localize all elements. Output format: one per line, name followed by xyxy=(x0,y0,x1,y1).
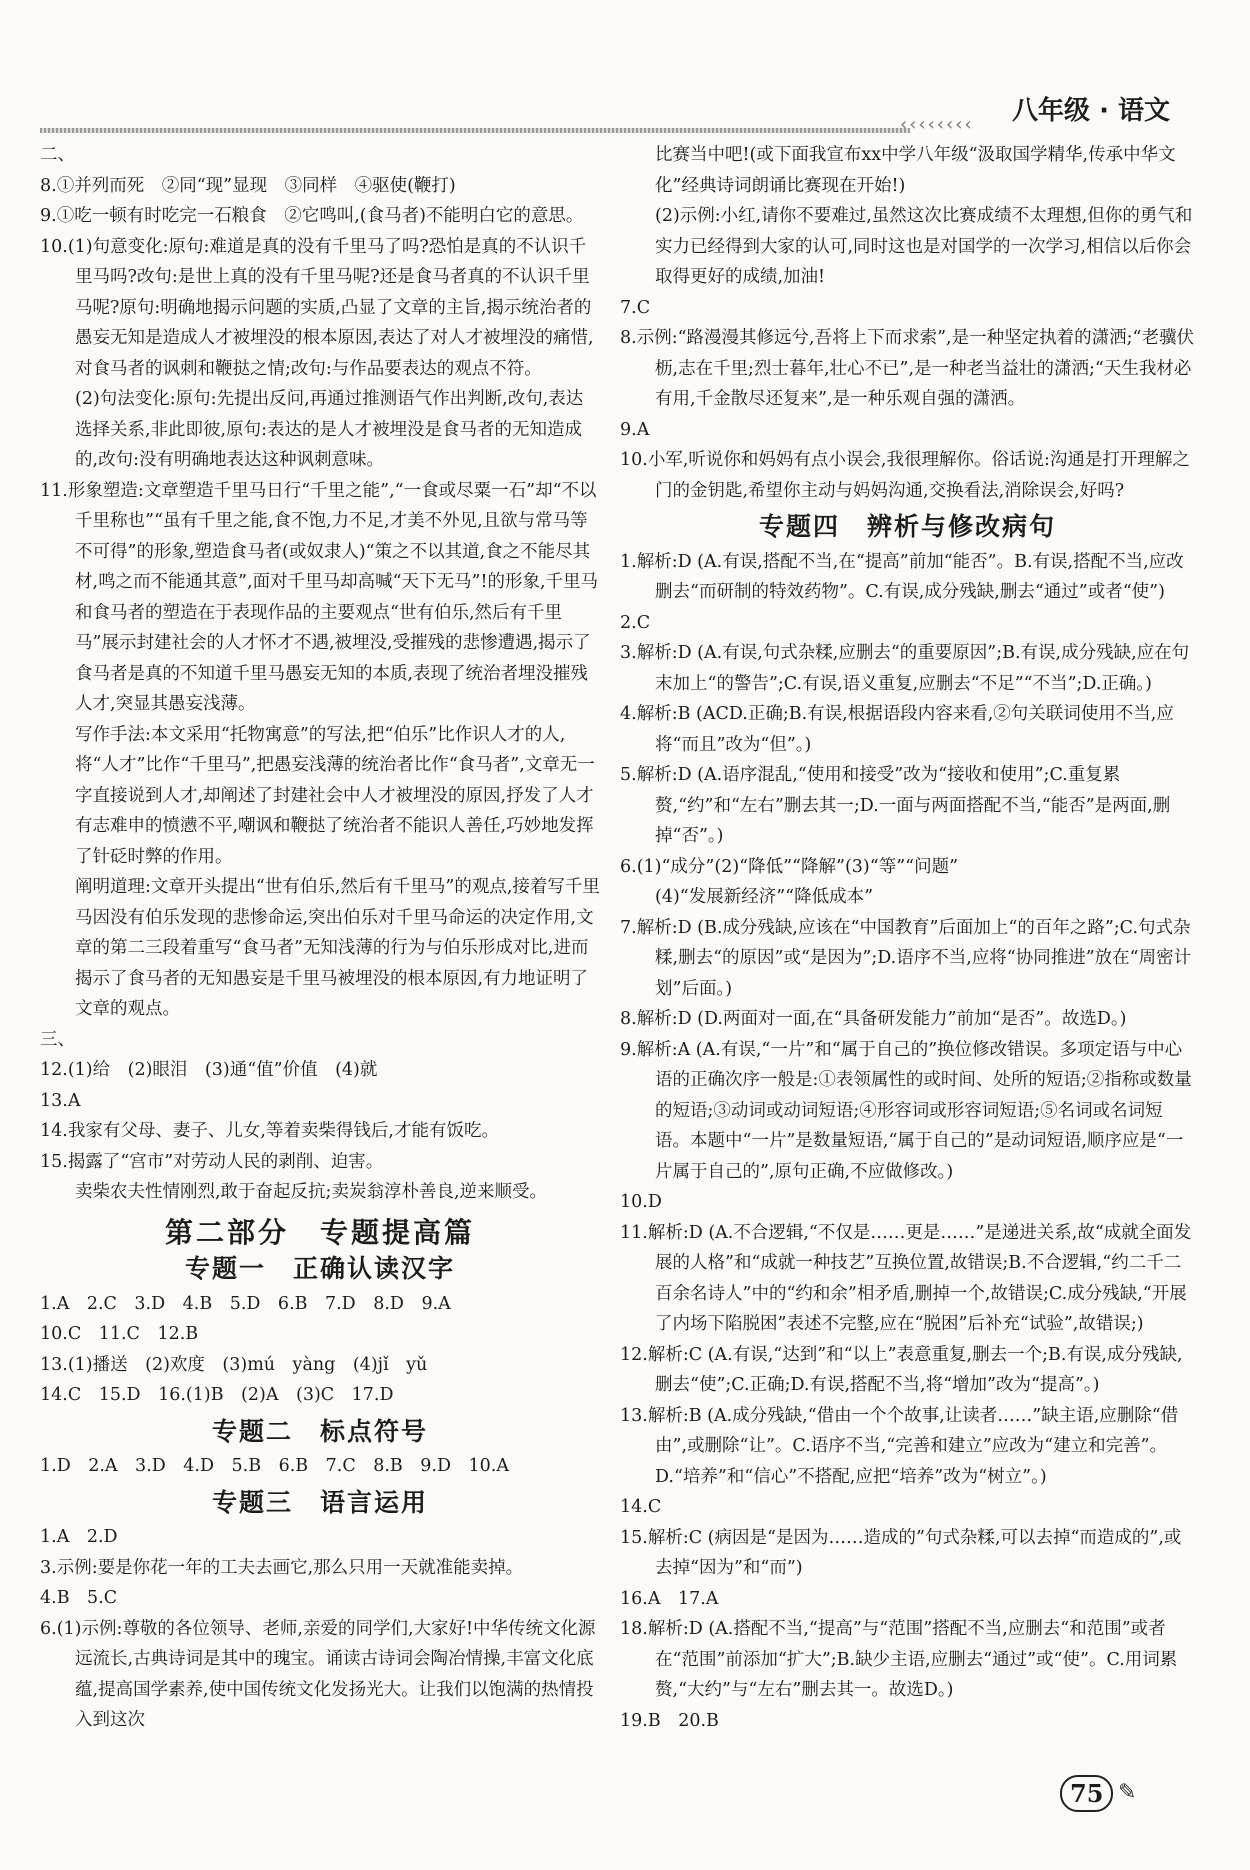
topic4-line: (4)“发展新经济”“降低成本” xyxy=(655,887,874,907)
answer-line: 比赛当中吧!(或下面我宣布xx中学八年级“汲取国学精华,传承中华文化”经典诗词朗诵比赛现在开始!) xyxy=(655,145,1176,196)
answer-line: 7.C xyxy=(620,297,651,318)
topic2-answers xyxy=(40,1451,600,1482)
page-header xyxy=(40,84,1210,134)
answer-line: 卖柴农夫性情刚烈,敢于奋起反抗;卖炭翁淳朴善良,逆来顺受。 xyxy=(75,1182,548,1202)
header-rule xyxy=(40,128,910,133)
topic3-title: 专题三 语言运用 xyxy=(211,1487,428,1517)
answer-line: 9.①吃一顿有时吃完一石粮食 ②它鸣叫,(食马者)不能明白它的意思。 xyxy=(40,206,584,226)
answer-line: 二、 xyxy=(40,145,75,165)
topic4-line: 11.解析:D (A.不合逻辑,“不仅是……更是……”是递进关系,故“成就全面发展的人格”和“成就一种技艺”互换位置,故错误;B.不合逻辑,“约二千二百余名诗人”中的“约和余”相矛盾,删掉一个,故错误;C.成分残缺,“开展了内场下陷脱困”表述不完整,应在“脱困”后补充“试验”,故错误;) xyxy=(620,1222,1192,1334)
answer-line: 9.A xyxy=(620,419,650,440)
topic4-line: 2.C xyxy=(620,612,651,633)
topic3-line: 3.示例:要是你花一年的工夫去画它,那么只用一天就准能卖掉。 xyxy=(40,1557,524,1578)
topic4-line: 12.解析:C (A.有误,“达到”和“以上”表意重复,删去一个;B.有误,成分残缺,删去“使”;C.正确;D.有误,搭配不当,将“增加”改为“提高”。) xyxy=(620,1344,1183,1395)
topic4-line: 18.解析:D (A.搭配不当,“提高”与“范围”搭配不当,应删去“和范围”或者在“范围”前添加“扩大”;B.缺少主语,应删去“通过”或“使”。C.用词累赘,“大约”与“左右”删去其一。故选D。) xyxy=(620,1619,1178,1700)
answer-line: (2)句法变化:原句:先提出反问,再通过推测语气作出判断,改句,表达选择关系,非此即彼,原句:表达的是人才被埋没是食马者的无知造成的,改句:没有明确地表达这种讽刺意味。 xyxy=(75,389,584,470)
answer-line: 8.①并列而死 ②同“现”显现 ③同样 ④驱使(鞭打) xyxy=(40,175,456,196)
right-answers xyxy=(620,140,1195,506)
page-number: 75 xyxy=(1060,1775,1113,1812)
topic4-line: 19.B 20.B xyxy=(620,1710,719,1731)
topic4-line: 7.解析:D (B.成分残缺,应该在“中国教育”后面加上“的百年之路”;C.句式杂糅,删去“的原因”或“是因为”;D.语序不当,应将“协同推进”放在“周密计划”后面。) xyxy=(620,917,1192,999)
grade-subject: 八年级 · 语文 xyxy=(1012,96,1170,126)
answer-line: 8.示例:“路漫漫其修远兮,吾将上下而求索”,是一种坚定执着的潇洒;“老骥伏枥,志在千里;烈士暮年,壮心不已”,是一种老当益壮的潇洒;“天生我材必有用,千金散尽还复来”,是一种乐观自强的潇洒。 xyxy=(620,328,1194,409)
answer-line: 14.我家有父母、妻子、儿女,等着卖柴得钱后,才能有饭吃。 xyxy=(40,1121,499,1141)
answer-line: 写作手法:本文采用“托物寓意”的写法,把“伯乐”比作识人才的人,将“人才”比作“千里马”,把愚妄浅薄的统治者比作“食马者”,文章无一字直接说到人才,却阐述了封建社会中人才被埋没的原因,抒发了人才有志难申的愤懑不平,嘲讽和鞭挞了统治者不能识人善任,巧妙地发挥了针砭时弊的作用。 xyxy=(75,724,595,867)
chevron-decoration-icon: ‹‹‹‹‹‹‹‹ xyxy=(900,114,974,135)
topic4-line: 14.C xyxy=(620,1497,662,1517)
topic4-line: 5.解析:D (A.语序混乱,“使用和接受”改为“接收和使用”;C.重复累赘,“约”和“左右”删去其一;D.一面与两面搭配不当,“能否”是两面,删掉“否”。) xyxy=(620,765,1171,846)
topic4-line: 4.解析:B (ACD.正确;B.有误,根据语段内容来看,②句关联词使用不当,应将“而且”改为“但”。) xyxy=(620,704,1174,755)
topic1-line: 13.(1)播送 (2)欢度 (3)mú yàng (4)jǐ yǔ xyxy=(40,1354,428,1375)
runner-icon: ✎ xyxy=(1118,1780,1137,1805)
answer-line: 阐明道理:文章开头提出“世有伯乐,然后有千里马”的观点,接着写千里马因没有伯乐发现的悲惨命运,突出伯乐对千里马命运的决定作用,文章的第二三段着重写“食马者”无知浅薄的行为与伯乐形成对比,进而揭示了食马者的无知愚妄是千里马被埋没的根本原因,有力地证明了文章的观点。 xyxy=(75,877,600,1019)
topic1-title: 专题一 正确认读汉字 xyxy=(184,1254,455,1283)
topic4-answers xyxy=(620,547,1195,1737)
answer-line: 11.形象塑造:文章塑造千里马日行“千里之能”,“一食或尽粟一石”却“不以千里称也”“虽有千里之能,食不饱,力不足,才美不外见,且欲与常马等不可得”的形象,塑造食马者(或奴隶人)“策之不以其道,食之不能尽其材,鸣之而不能通其意”,面对千里马却高喊“天下无马”!的形象,千里马和食马者的塑造在于表现作品的主要观点“世有伯乐,然后有千里马”展示封建社会的人才怀才不遇,被埋没,受摧残的悲惨遭遇,揭示了食马者是真的不知道千里马愚妄无知的本质,表现了统治者埋没摧残人才,突显其愚妄浅薄。 xyxy=(40,480,599,714)
answer-line: 10.小军,听说你和妈妈有点小误会,我很理解你。俗话说:沟通是打开理解之门的金钥匙,希望你主动与妈妈沟通,交换看法,消除误会,好吗? xyxy=(620,450,1190,501)
topic1-answers xyxy=(40,1289,600,1411)
answer-line: 三、 xyxy=(40,1029,75,1050)
topic4-line: 15.解析:C (病因是“是因为……造成的”句式杂糅,可以去掉“而造成的”,或去掉“因为”和“而”) xyxy=(620,1527,1182,1578)
topic4-line: 3.解析:D (A.有误,句式杂糅,应删去“的重要原因”;B.有误,成分残缺,应在句末加上“的警告”;C.有误,语义重复,应删去“不足”“不当”;D.正确。) xyxy=(620,643,1190,694)
topic4-title: 专题四 辨析与修改病句 xyxy=(758,512,1056,541)
topic3-line: 6.(1)示例:尊敬的各位领导、老师,亲爱的同学们,大家好!中华传统文化源远流长,古典诗词是其中的瑰宝。诵读古诗词会陶冶情操,丰富文化底蕴,提高国学素养,使中国传统文化发扬光大。让我们以饱满的热情投入到这次 xyxy=(40,1618,596,1730)
topic3-line: 4.B 5.C xyxy=(40,1588,118,1608)
answer-line: (2)示例:小红,请你不要难过,虽然这次比赛成绩不太理想,但你的勇气和实力已经得到大家的认可,同时这也是对国学的一次学习,相信以后你会取得更好的成绩,加油! xyxy=(655,206,1193,287)
topic4-line: 16.A 17.A xyxy=(620,1588,719,1609)
topic1-line: 1.A 2.C 3.D 4.B 5.D 6.B 7.D 8.D 9.A xyxy=(40,1293,451,1314)
topic3-answers xyxy=(40,1522,600,1736)
part-title: 第二部分 专题提高篇 xyxy=(164,1215,475,1249)
answer-line: 13.A xyxy=(40,1090,81,1111)
left-answers xyxy=(40,140,600,1208)
topic4-line: 8.解析:D (D.两面对一面,在“具备研发能力”前加“是否”。故选D。) xyxy=(620,1009,1127,1029)
topic1-line: 14.C 15.D 16.(1)B (2)A (3)C 17.D xyxy=(40,1385,394,1405)
topic1-line: 10.C 11.C 12.B xyxy=(40,1324,199,1344)
topic4-line: 6.(1)“成分”(2)“降低”“降解”(3)“等”“问题” xyxy=(620,856,959,877)
answer-line: 12.(1)给 (2)眼泪 (3)通“值”价值 (4)就 xyxy=(40,1060,378,1080)
topic4-line: 9.解析:A (A.有误,“一片”和“属于自己的”换位修改错误。多项定语与中心语的正确次序一般是:①表领属性的或时间、处所的短语;②指称或数量的短语;③动词或动词短语;④形容词或形容词短语;⑤名词或名词短语。本题中“一片”是数量短语,“属于自己的”是动词短语,顺序应是“一片属于自己的”,原句正确,不应做修改。) xyxy=(620,1039,1192,1182)
topic3-line: 1.A 2.D xyxy=(40,1527,118,1547)
topic4-line: 1.解析:D (A.有误,搭配不当,在“提高”前加“能否”。B.有误,搭配不当,应改删去“而研制的特效药物”。C.有误,成分残缺,删去“通过”或者“使”) xyxy=(620,551,1184,602)
topic2-line: 1.D 2.A 3.D 4.D 5.B 6.B 7.C 8.B 9.D 10.A xyxy=(40,1456,509,1476)
topic2-title: 专题二 标点符号 xyxy=(211,1416,428,1446)
topic4-line: 13.解析:B (A.成分残缺,“借由一个个故事,让读者……”缺主语,应删除“借由”,或删除“让”。C.语序不当,“完善和建立”应改为“建立和完善”。D.“培养”和“信心”不搭配,应把“培养”改为“树立”。) xyxy=(620,1405,1179,1487)
answer-line: 15.揭露了“宫市”对劳动人民的剥削、迫害。 xyxy=(40,1151,384,1172)
answer-line: 10.(1)句意变化:原句:难道是真的没有千里马了吗?恐怕是真的不认识千里马吗?改句:是世上真的没有千里马呢?还是食马者真的不认识千里马呢?原句:明确地揭示问题的实质,凸显了文章的主旨,揭示统治者的愚妄无知是造成人才被埋没的根本原因,表达了对人才被埋没的痛惜,对食马者的讽刺和鞭挞之情;改句:与作品要表达的观点不符。 xyxy=(40,236,594,379)
left-column xyxy=(40,140,600,1736)
topic4-line: 10.D xyxy=(620,1192,662,1212)
right-column xyxy=(620,140,1195,1736)
